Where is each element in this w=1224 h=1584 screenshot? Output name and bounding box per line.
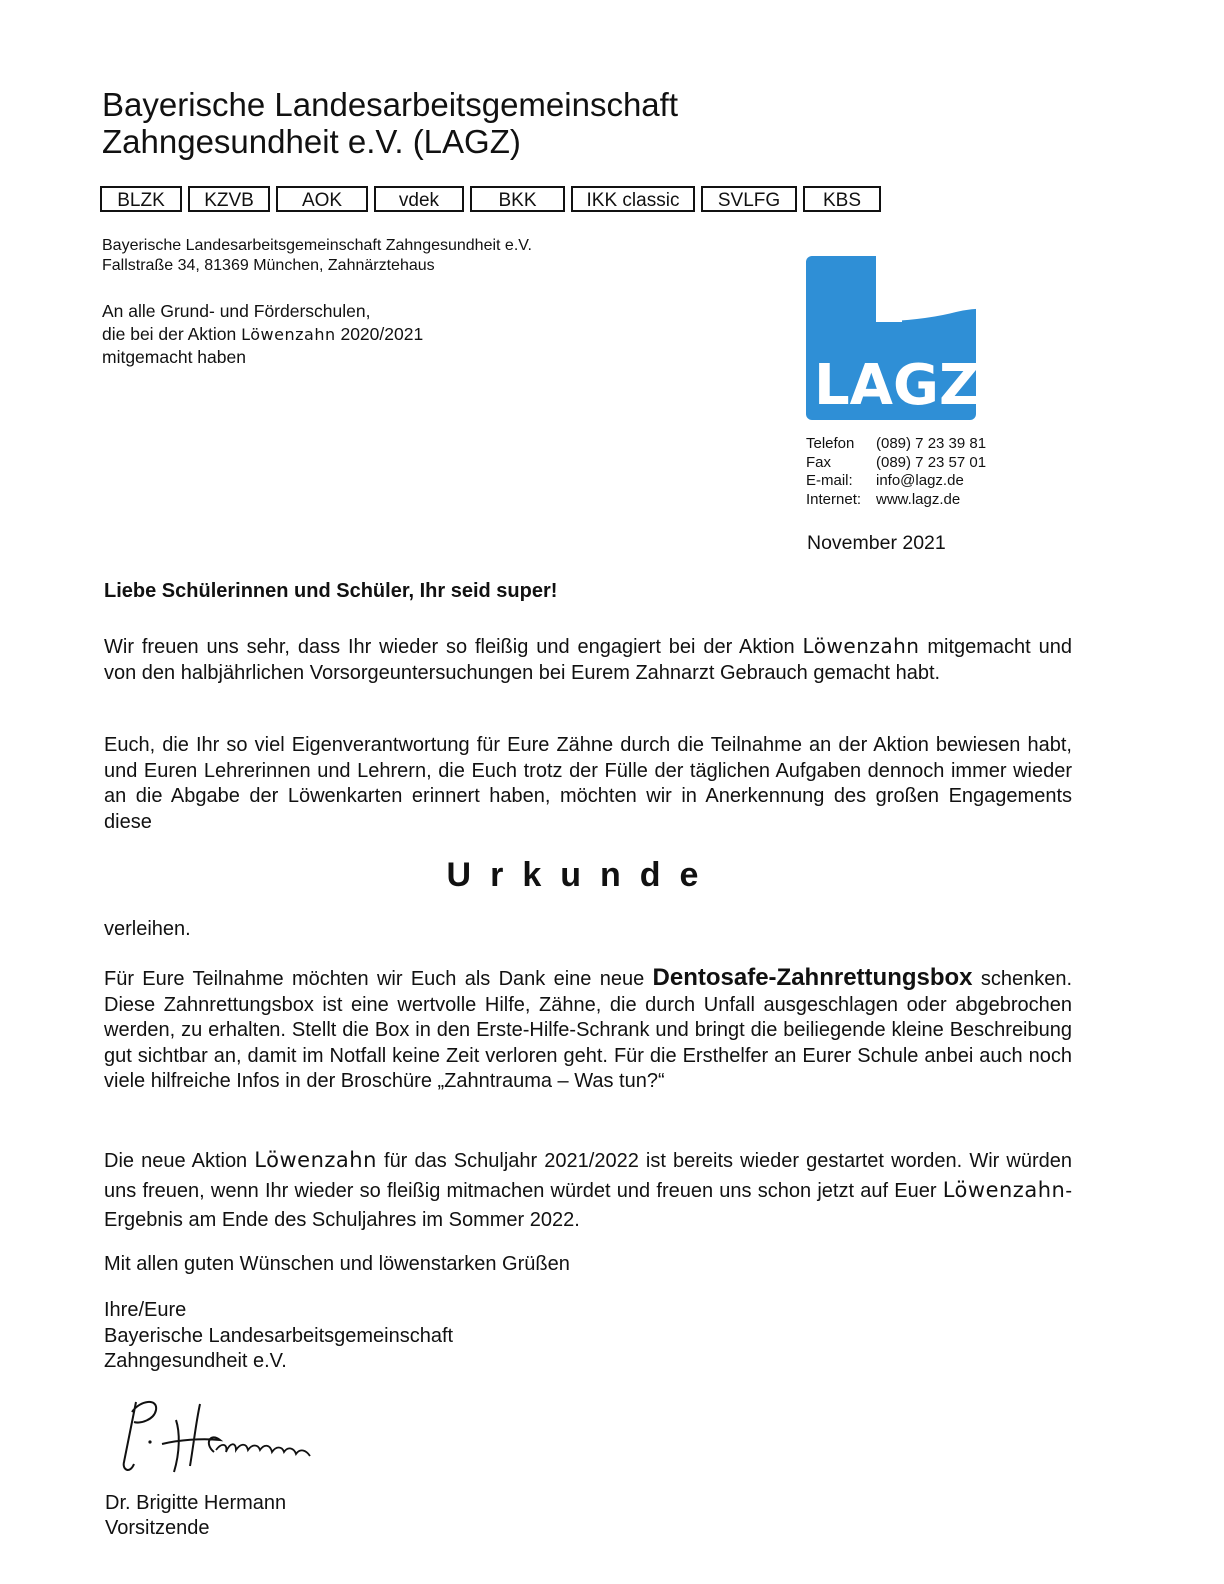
paragraph-3 <box>104 965 1072 1095</box>
letter-date: November 2021 <box>807 532 946 554</box>
recipient-line1: An alle Grund- und Förderschulen, <box>102 301 371 321</box>
organization-name <box>102 86 678 160</box>
org-name-line2: Zahngesundheit e.V. (LAGZ) <box>102 123 521 160</box>
campaign-name: Löwenzahn <box>802 634 920 658</box>
paragraph-4 <box>104 1146 1072 1235</box>
contact-value: info@lagz.de <box>876 472 964 489</box>
recipient-line2-pre: die bei der Aktion <box>102 324 242 344</box>
member-organizations <box>100 186 887 212</box>
paragraph-1 <box>104 634 1072 686</box>
signoff-line3: Zahngesundheit e.V. <box>104 1350 287 1372</box>
signoff-line2: Bayerische Landesarbeitsgemeinschaft <box>104 1324 454 1347</box>
member-box: KBS <box>803 186 881 212</box>
member-box: IKK classic <box>571 186 695 212</box>
contact-row <box>806 491 986 510</box>
contact-label: Fax <box>806 453 832 471</box>
p3-text-pre: Für Eure Teilnahme möchten wir Euch als Dank eine neue <box>104 968 653 990</box>
member-box: BKK <box>470 186 565 212</box>
member-box: SVLFG <box>701 186 797 212</box>
contact-label: Internet: <box>806 490 862 508</box>
recipient-line2 <box>102 323 423 346</box>
signer-role: Vorsitzende <box>105 1517 210 1539</box>
contact-value: (089) 7 23 39 81 <box>876 435 987 452</box>
contact-value: (089) 7 23 57 01 <box>876 453 987 471</box>
greeting: Liebe Schülerinnen und Schüler, Ihr seid super! <box>104 580 558 602</box>
recipient-line2-post: 2020/2021 <box>335 324 424 344</box>
signature <box>110 1392 330 1480</box>
signer-name: Dr. Brigitte Hermann <box>105 1492 287 1514</box>
paragraph-2: Euch, die Ihr so viel Eigenverantwortung für Eure Zähne durch die Teilnahme an der Aktion bewiesen habt, und Euren Lehrerinnen und Lehrern, die Euch trotz der Fülle der täglichen Aufgaben dennoch immer wieder an die Abgabe der Löwenkarten erinnert haben, möchten wir in Anerkennung des großen Engagements diese <box>104 734 1072 833</box>
contact-row <box>806 435 986 454</box>
certificate-title: Urkunde <box>446 856 718 894</box>
recipient-line3: mitgemacht haben <box>102 347 246 367</box>
sender-line2: Fallstraße 34, 81369 München, Zahnärztehaus <box>102 257 435 274</box>
contact-info <box>806 435 986 509</box>
member-box: AOK <box>276 186 368 212</box>
p4-text-1: Die neue Aktion <box>104 1150 255 1172</box>
campaign-name: Löwenzahn <box>254 1148 377 1172</box>
lagz-logo <box>806 248 1014 420</box>
member-box: KZVB <box>188 186 270 212</box>
p3-text-post: schenken. Diese Zahnrettungsbox ist eine wertvolle Hilfe, Zähne, die durch Unfall ausgeschlagen oder abgebrochen werden, zu erhalten. Stellt die Box in den Erste-Hilfe-Schrank und bringt die beiliegende kleine Beschreibung gut sichtbar an, damit im Notfall keine Zeit verloren geht. Für die Ersthelfer an Eurer Schule anbei auch noch viele hilfreiche Infos in der Broschüre „Zahntrauma – Was tun?“ <box>104 968 1073 1092</box>
campaign-name: Löwenzahn <box>942 1178 1066 1202</box>
product-name: Dentosafe-Zahnrettungsbox <box>652 964 973 991</box>
p4-text-2: für das Schuljahr 2021/2022 ist bereits wieder gestartet worden. Wir würden uns freuen, wenn Ihr wieder so fleißig mitmachen würdet und freuen uns schon jetzt auf Euer <box>104 1150 1073 1202</box>
p1-text-post: mitgemacht und von den halbjährlichen Vorsorgeuntersuchungen bei Eurem Zahnarzt Gebrauch gemacht habt. <box>104 636 1072 684</box>
signature-dot <box>148 1440 151 1443</box>
signoff <box>104 1298 1072 1375</box>
signer <box>105 1491 286 1541</box>
sender-address <box>102 236 532 276</box>
verleihen-line: verleihen. <box>104 918 191 940</box>
org-name-line1: Bayerische Landesarbeitsgemeinschaft <box>102 86 679 123</box>
recipient-address <box>102 300 423 369</box>
contact-row <box>806 472 986 491</box>
contact-value: www.lagz.de <box>876 490 961 508</box>
signoff-line1: Ihre/Eure <box>104 1299 187 1321</box>
logo-flag-pole <box>876 248 902 322</box>
member-box: vdek <box>374 186 464 212</box>
campaign-name: Löwenzahn <box>241 325 336 344</box>
p1-text-pre: Wir freuen uns sehr, dass Ihr wieder so fleißig und engagiert bei der Aktion <box>104 636 803 658</box>
member-box: BLZK <box>100 186 182 212</box>
contact-row <box>806 454 986 473</box>
logo-text: LAGZ <box>814 353 980 418</box>
contact-label: Telefon <box>806 435 855 452</box>
contact-label: E-mail: <box>806 472 853 489</box>
signature-stroke <box>216 1444 310 1456</box>
p4-text-3: -Ergebnis am Ende des Schuljahres im Sommer 2022. <box>104 1180 1072 1231</box>
signature-stroke <box>162 1404 220 1472</box>
sender-line1: Bayerische Landesarbeitsgemeinschaft Zahngesundheit e.V. <box>102 237 532 254</box>
signature-stroke <box>124 1402 156 1470</box>
closing-line: Mit allen guten Wünschen und löwenstarken Grüßen <box>104 1253 570 1275</box>
